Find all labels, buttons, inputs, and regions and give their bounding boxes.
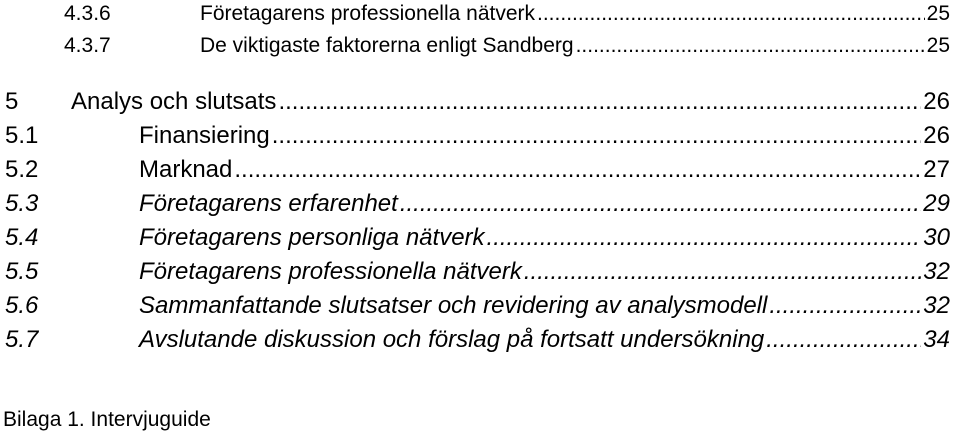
dot-leader: [576, 34, 925, 58]
toc-entry-5-7[interactable]: [5, 326, 950, 354]
entry-title: Företagarens professionella nätverk: [139, 258, 522, 285]
entry-page: 32: [923, 258, 950, 285]
appendix-entry[interactable]: Bilaga 1. Intervjuguide: [3, 408, 211, 431]
dot-leader: [234, 156, 921, 184]
entry-number: 5.2: [5, 156, 39, 183]
toc-entry-5-4[interactable]: [5, 224, 950, 252]
entry-title: Företagarens professionella nätverk: [200, 2, 536, 25]
dot-leader: [769, 292, 921, 320]
entry-title: De viktigaste faktorerna enligt Sandberg: [200, 34, 574, 57]
toc-chapter-5[interactable]: [5, 88, 950, 116]
toc-entry-5-6[interactable]: [5, 292, 950, 320]
toc-entry-5-5[interactable]: [5, 258, 950, 286]
dot-leader: [766, 326, 921, 354]
entry-number: 5.7: [5, 326, 39, 353]
entry-page: 25: [926, 2, 950, 25]
toc-entry-4-3-6[interactable]: [64, 2, 950, 26]
entry-number: 5.6: [5, 292, 39, 319]
dot-leader: [400, 190, 921, 218]
dot-leader: [537, 2, 925, 26]
entry-title: Marknad: [139, 156, 233, 183]
entry-number: 5.4: [5, 224, 39, 251]
toc-entry-5-2[interactable]: [5, 156, 950, 184]
dot-leader: [487, 224, 922, 252]
entry-title: Avslutande diskussion och förslag på fortsatt undersökning: [139, 326, 765, 353]
toc-entry-5-3[interactable]: [5, 190, 950, 218]
entry-number: 5.5: [5, 258, 39, 285]
entry-title: Sammanfattande slutsatser och revidering av analysmodell: [139, 292, 768, 319]
dot-leader: [524, 258, 921, 286]
chapter-page: 26: [923, 88, 950, 115]
dot-leader: [272, 122, 922, 150]
entry-title: Företagarens personliga nätverk: [139, 224, 485, 251]
entry-number: 4.3.7: [64, 34, 111, 57]
entry-page: 26: [923, 122, 950, 149]
dot-leader: [278, 88, 921, 116]
entry-page: 32: [923, 292, 950, 319]
entry-page: 29: [923, 190, 950, 217]
entry-title: Finansiering: [139, 122, 270, 149]
toc-entry-5-1[interactable]: [5, 122, 950, 150]
entry-number: 4.3.6: [64, 2, 111, 25]
entry-page: 25: [926, 34, 950, 57]
entry-number: 5.3: [5, 190, 39, 217]
entry-page: 34: [923, 326, 950, 353]
entry-number: 5.1: [5, 122, 39, 149]
chapter-number: 5: [5, 88, 19, 115]
entry-page: 30: [923, 224, 950, 251]
entry-page: 27: [923, 156, 950, 183]
toc-entry-4-3-7[interactable]: [64, 34, 950, 58]
entry-title: Företagarens erfarenhet: [139, 190, 398, 217]
chapter-title: Analys och slutsats: [71, 88, 277, 115]
